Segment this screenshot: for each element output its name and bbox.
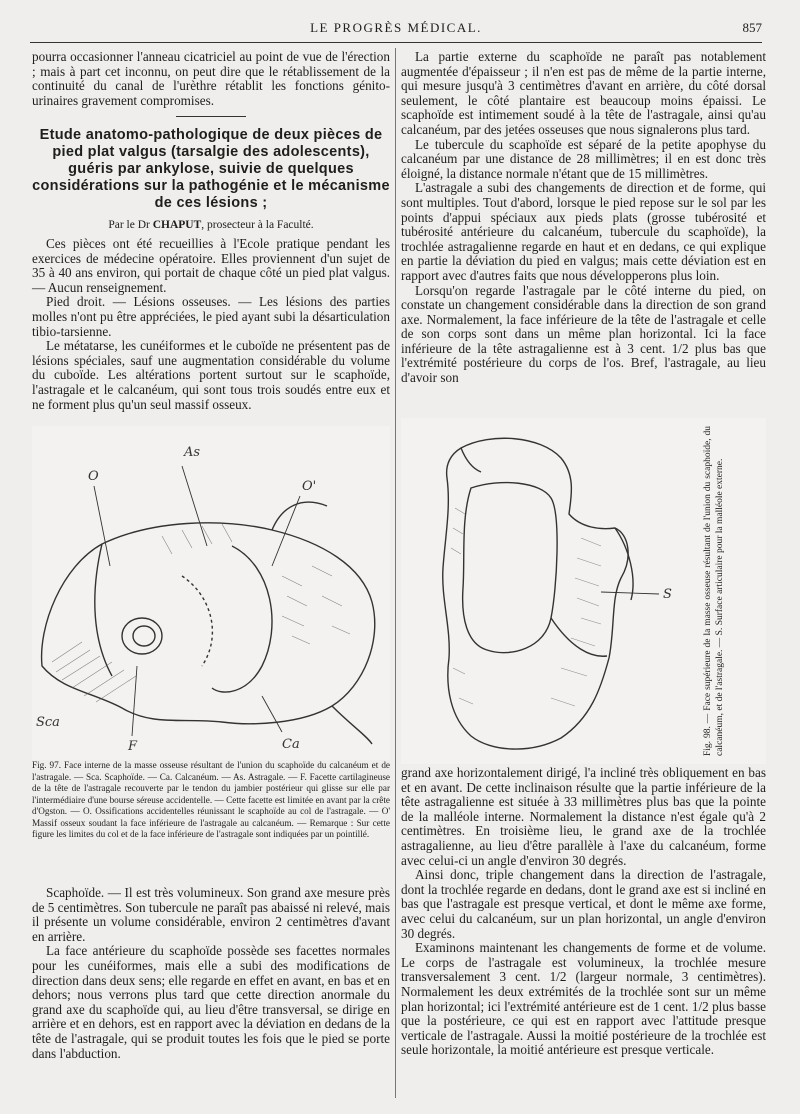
paragraph: pourra occasionner l'anneau cicatriciel au point de vue de l'érection ; mais à part cet inconnu, on peut dire que le rétablissement de la continuité du canal de l'urèthre rétablit les fonctions génito-urinaires gravement compromises.: [32, 49, 390, 108]
paragraph: Ces pièces ont été recueillies à l'Ecole pratique pendant les exercices de médecine opératoire. Elles proviennent d'un sujet de 35 à 40 ans environ, qui portait de chaque côté un pied plat valgus. — Aucun renseignement.: [32, 235, 390, 295]
label-As: As: [184, 445, 201, 460]
label-S: S: [663, 587, 672, 602]
label-Ca: Ca: [282, 737, 300, 752]
author-name: CHAPUT: [152, 219, 202, 232]
article-title: Etude anatomo-pathologique de deux pièces de pied plat valgus (tarsalgie des adolescents), guéris par ankylose, suivie de quelques considérations sur la pathogénie et le mécanisme de ces lésions ;: [32, 127, 390, 212]
paragraph: Pied droit. — Lésions osseuses. — Les lésions des parties molles n'ont pu être appréciées, le pied ayant subi la désarticulation tibio-tarsienne.: [32, 294, 390, 339]
label-F: F: [128, 739, 138, 754]
paragraph: Ainsi donc, triple changement dans la direction de l'astragale, dont la trochlée regarde en dedans, dont le grand axe est si incliné en bas que l'astragale est presque vertical, et dont le même axe forme, avec celui du calcanéum, sur un plan horizontal, un angle d'environ 30 degrés.: [401, 867, 766, 941]
right-column-lower: [401, 766, 766, 1058]
column-divider: [395, 48, 396, 1098]
right-column: [401, 50, 766, 386]
paragraph: L'astragale a subi des changements de direction et de forme, qui sont multiples. Tout d'abord, lorsque le pied repose sur le sol par les points d'appui spéciaux aux pieds plats (grosse tubérosité et tubérosité antérieure du calcanéum, tubercule du scaphoïde), la trochlée astragalienne regarde en haut et en dedans, ce qui explique en partie la déviation du pied en valgus; mais cette déviation est en rapport avec d'autres faits que nous développerons plus loin.: [401, 180, 766, 283]
left-column: [32, 50, 390, 412]
label-O: O: [88, 469, 99, 484]
paragraph: Le métatarse, les cunéiformes et le cuboïde ne présentent pas de lésions spéciales, sauf une augmentation considérable du volume du cuboïde. Les altérations portent surtout sur le scaphoïde, l'astragale et le calcanéum, qui sont tous trois soudés entre eux et ne forment plus qu'un seul massif osseux.: [32, 338, 390, 412]
figure-97-drawing: [32, 426, 390, 760]
separator-rule: [176, 116, 246, 117]
figure-97: [32, 426, 390, 760]
paragraph: Le tubercule du scaphoïde est séparé de la petite apophyse du calcanéum par une distance de 28 millimètres; il en est donc très éloigné, la distance normale n'étant que de 15 millimètres.: [401, 136, 766, 181]
running-title: LE PROGRÈS MÉDICAL.: [310, 20, 482, 35]
byline-suffix: , prosecteur à la Faculté.: [201, 219, 314, 232]
paragraph: La face antérieure du scaphoïde possède ses facettes normales pour les cunéiformes, mais elle a subi des modifications de direction dans deux sens; elle regarde en effet en avant, en bas et en dehors; nous verrons plus tard que cette direction anormale du grand axe du scaphoïde qui, au lieu d'être transversal, se dirige en arrière et en dehors, est en rapport avec la déviation en dedans de la tête de l'astragale, qui se produit toutes les fois que le pied se porte dans l'abduction.: [32, 943, 390, 1061]
page-header: [30, 18, 762, 43]
figure-98-caption: Fig. 98. — Face supérieure de la masse osseuse résultant de l'union du scaphoïde, du calcanéum, et de l'astragale. — S. Surface articulaire pour la malléole externe.: [703, 426, 725, 756]
paragraph: Lorsqu'on regarde l'astragale par le côté interne du pied, on constate un changement considérable dans la direction de son grand axe. Normalement, la face inférieure de la tête de l'astragale et celle de son corps sont dans un même plan horizontal. Ici la face inférieure de la tête astragalienne est à 3 cent. 1/2 plus bas que l'extrémité postérieure du corps de l'os. Bref, l'astragale, au lieu d'avoir son: [401, 282, 766, 386]
left-column-lower: [32, 886, 390, 1061]
paragraph: grand axe horizontalement dirigé, l'a incliné très obliquement en bas et en avant. De cette inclinaison résulte que la partie inférieure de la tête astragalienne est située à 33 millimètres plus bas que la pointe de la malléole interne. Normalement la distance n'est égale qu'à 2 centimètres. En troisième lieu, le grand axe de la trochlée astragalienne, au lieu d'être parallèle à l'axe du calcanéum, forme avec celui-ci un angle d'environ 30 degrés.: [401, 765, 766, 868]
paragraph: Scaphoïde. — Il est très volumineux. Son grand axe mesure près de 5 centimètres. Son tubercule ne paraît pas abaissé ni relevé, mais il présente un volume considérable, environ 2 centimètres d'avant en arrière.: [32, 885, 390, 944]
byline: [32, 218, 390, 233]
page-number: 857: [742, 20, 762, 35]
byline-prefix: Par le Dr: [108, 219, 150, 232]
paragraph: La partie externe du scaphoïde ne paraît pas notablement augmentée d'épaisseur ; il n'en est pas de même de la partie interne, qui mesure jusqu'à 3 centimètres d'avant en arrière, du côté dorsal seulement, le côté plantaire est beaucoup moins épaissi. Le scaphoïde est intimement soudé à la tête de l'astragale, ainsi qu'au calcanéum, par des jetées osseuses que nous signalerons plus tard.: [401, 49, 766, 137]
figure-97-caption: Fig. 97. Face interne de la masse osseuse résultant de l'union du scaphoïde du calcanéum et de l'astragale. — Sca. Scaphoïde. — Ca. Calcanéum. — As. Astragale. — F. Facette cartilagineuse de la tête de l'astragale recouverte par le tendon du jambier postérieur qui glisse sur elle par l'intermédiaire d'une bourse séreuse accidentelle. — Cette facette est limitée en avant par la crête d'Ogston. — O. Ossifications accidentelles réunissant le scaphoïde au col de l'astragale. — O' Massif osseux soudant la face inférieure de l'astragale au calcanéum. — Remarque : Sur cette figure les limites du col et de la face inférieure de l'astragale sont indiquées par un pointillé.: [32, 760, 390, 839]
figure-98-drawing: [401, 418, 701, 764]
label-O-prime: O': [302, 479, 317, 494]
paragraph: Examinons maintenant les changements de forme et de volume. Le corps de l'astragale est volumineux, la trochlée mesure transversalement 3 cent. 1/2 (largeur normale, 3 centimètres). Normalement les deux extrémités de la trochlée sont sur un même plan horizontal; ici l'extrémité antérieure est de 1 cent. 1/2 plus basse que la postérieure, ce qui est en rapport avec l'attitude presque verticale de l'astragale. Aussi la moitié postérieure de la trochlée est seule horizontale, la moitié antérieure est presque verticale.: [401, 940, 766, 1058]
label-Sca: Sca: [36, 715, 60, 730]
